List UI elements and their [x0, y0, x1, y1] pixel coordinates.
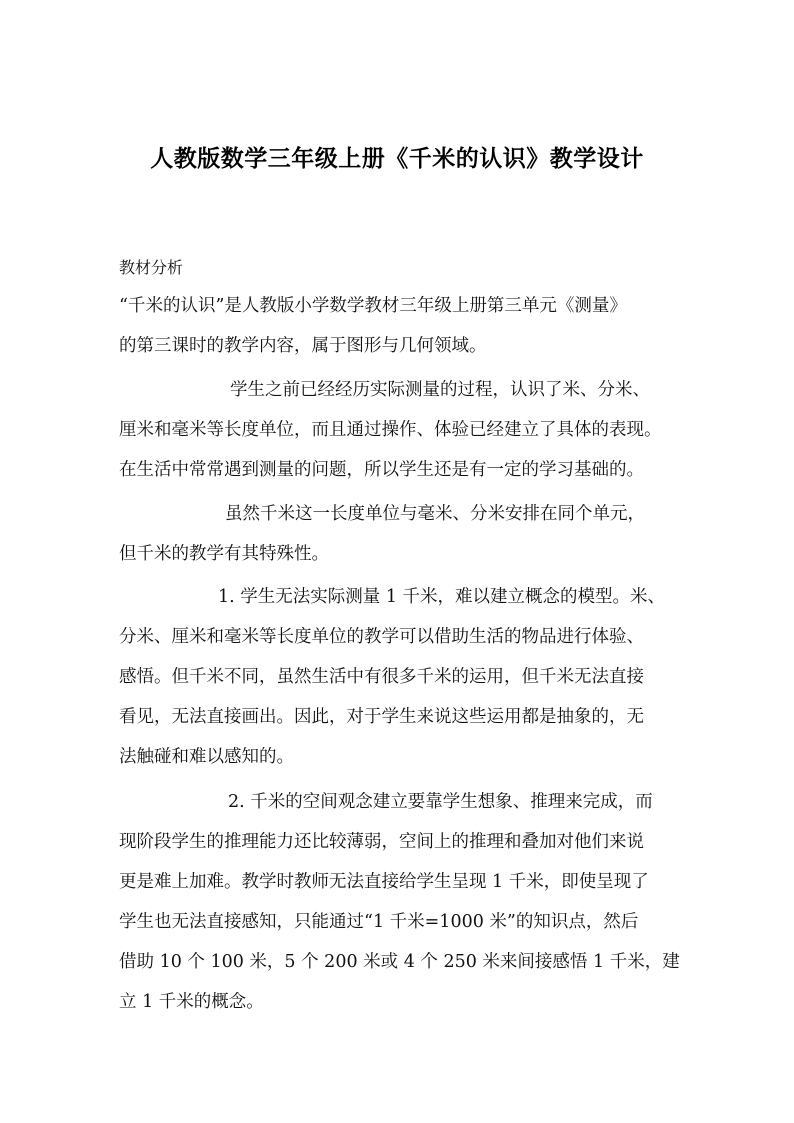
section-heading: 教材分析 [119, 258, 184, 277]
paragraph-line: 虽然千米这一长度单位与毫米、分米安排在同个单元， [225, 504, 645, 524]
paragraph-line: 学生也无法直接感知，只能通过“1 千米=1000 米”的知识点，然后 [119, 912, 639, 932]
paragraph-line: 看见，无法直接画出。因此，对于学生来说这些运用都是抽象的，无 [119, 707, 644, 727]
paragraph-line: 立 1 千米的概念。 [119, 992, 264, 1012]
paragraph-line: 法触碰和难以感知的。 [119, 747, 294, 767]
document-title: 人教版数学三年级上册《千米的认识》教学设计 [150, 146, 644, 172]
paragraph-line: 学生之前已经经历实际测量的过程，认识了米、分米、 [230, 380, 650, 400]
paragraph-line: 现阶段学生的推理能力还比较薄弱，空间上的推理和叠加对他们来说 [119, 832, 644, 852]
paragraph-line: 借助 10 个 100 米，5 个 200 米或 4 个 250 米来间接感悟 1 千米，建 [119, 952, 680, 972]
paragraph-line: 在生活中常常遇到测量的问题，所以学生还是有一定的学习基础的。 [119, 460, 644, 480]
paragraph-line: 感悟。但千米不同，虽然生活中有很多千米的运用，但千米无法直接 [119, 667, 644, 687]
paragraph-line: 厘米和毫米等长度单位，而且通过操作、体验已经建立了具体的表现。 [119, 420, 662, 440]
paragraph-line: “千米的认识”是人教版小学数学教材三年级上册第三单元《测量》 [119, 296, 627, 316]
paragraph-line: 1. 学生无法实际测量 1 千米，难以建立概念的模型。米、 [218, 587, 666, 607]
paragraph-line: 分米、厘米和毫米等长度单位的教学可以借助生活的物品进行体验、 [119, 627, 644, 647]
paragraph-line: 但千米的教学有其特殊性。 [119, 544, 329, 564]
paragraph-line: 的第三课时的教学内容，属于图形与几何领域。 [119, 336, 487, 356]
paragraph-line: 更是难上加难。教学时教师无法直接给学生呈现 1 千米，即使呈现了 [119, 872, 649, 892]
paragraph-line: 2. 千米的空间观念建立要靠学生想象、推理来完成，而 [228, 792, 653, 812]
